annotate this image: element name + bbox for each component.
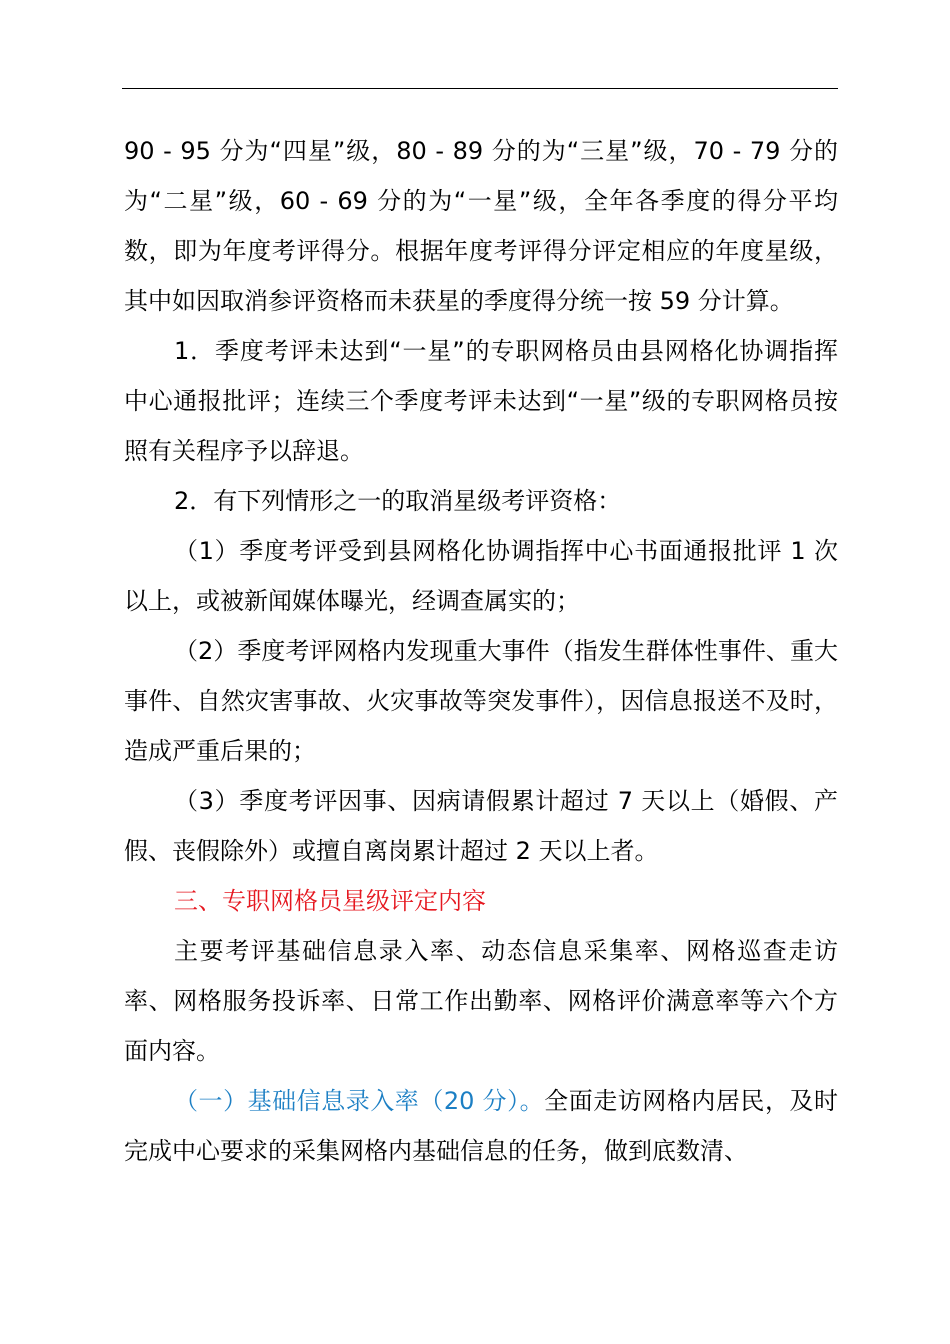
paragraph-star-scoring: 90 - 95 分为“四星”级，80 - 89 分的为“三星”级，70 - 79 分的为“二星”级，60 - 69 分的为“一星”级，全年各季度的得分平均数，即为年度考评得分。根据年度考评得分评定相应的年度星级，其中如因取消参评资格而未获星的季度得分统一按 59 分计算。 bbox=[124, 137, 838, 315]
paragraph-subitem-3: （3）季度考评因事、因病请假累计超过 7 天以上（婚假、产假、丧假除外）或擅自离岗累计超过 2 天以上者。 bbox=[124, 787, 838, 865]
subheading-basic-info-rate: （一）基础信息录入率（20 分）。 bbox=[174, 1087, 545, 1115]
paragraph-subitem-2: （2）季度考评网格内发现重大事件（指发生群体性事件、重大事件、自然灾害事故、火灾事故等突发事件），因信息报送不及时，造成严重后果的； bbox=[124, 637, 838, 765]
paragraph-subitem-1: （1）季度考评受到县网格化协调指挥中心书面通报批评 1 次以上，或被新闻媒体曝光，经调查属实的； bbox=[124, 537, 838, 615]
paragraph-item-1: 1．季度考评未达到“一星”的专职网格员由县网格化协调指挥中心通报批评；连续三个季度考评未达到“一星”级的专职网格员按照有关程序予以辞退。 bbox=[124, 337, 838, 465]
paragraph-item-2: 2．有下列情形之一的取消星级考评资格： bbox=[174, 487, 622, 515]
paragraph-basic-info-rate-text: 全面走访网格内居民，及时完成中心要求的采集网格内基础信息的任务，做到底数清、 bbox=[124, 1087, 839, 1165]
section-heading-3: 三、专职网格员星级评定内容 bbox=[174, 887, 486, 915]
document-body bbox=[124, 126, 838, 1176]
header-rule bbox=[122, 88, 838, 89]
paragraph-main-content: 主要考评基础信息录入率、动态信息采集率、网格巡查走访率、网格服务投诉率、日常工作出勤率、网格评价满意率等六个方面内容。 bbox=[124, 937, 838, 1065]
paragraph-basic-info-rate bbox=[124, 1076, 838, 1176]
